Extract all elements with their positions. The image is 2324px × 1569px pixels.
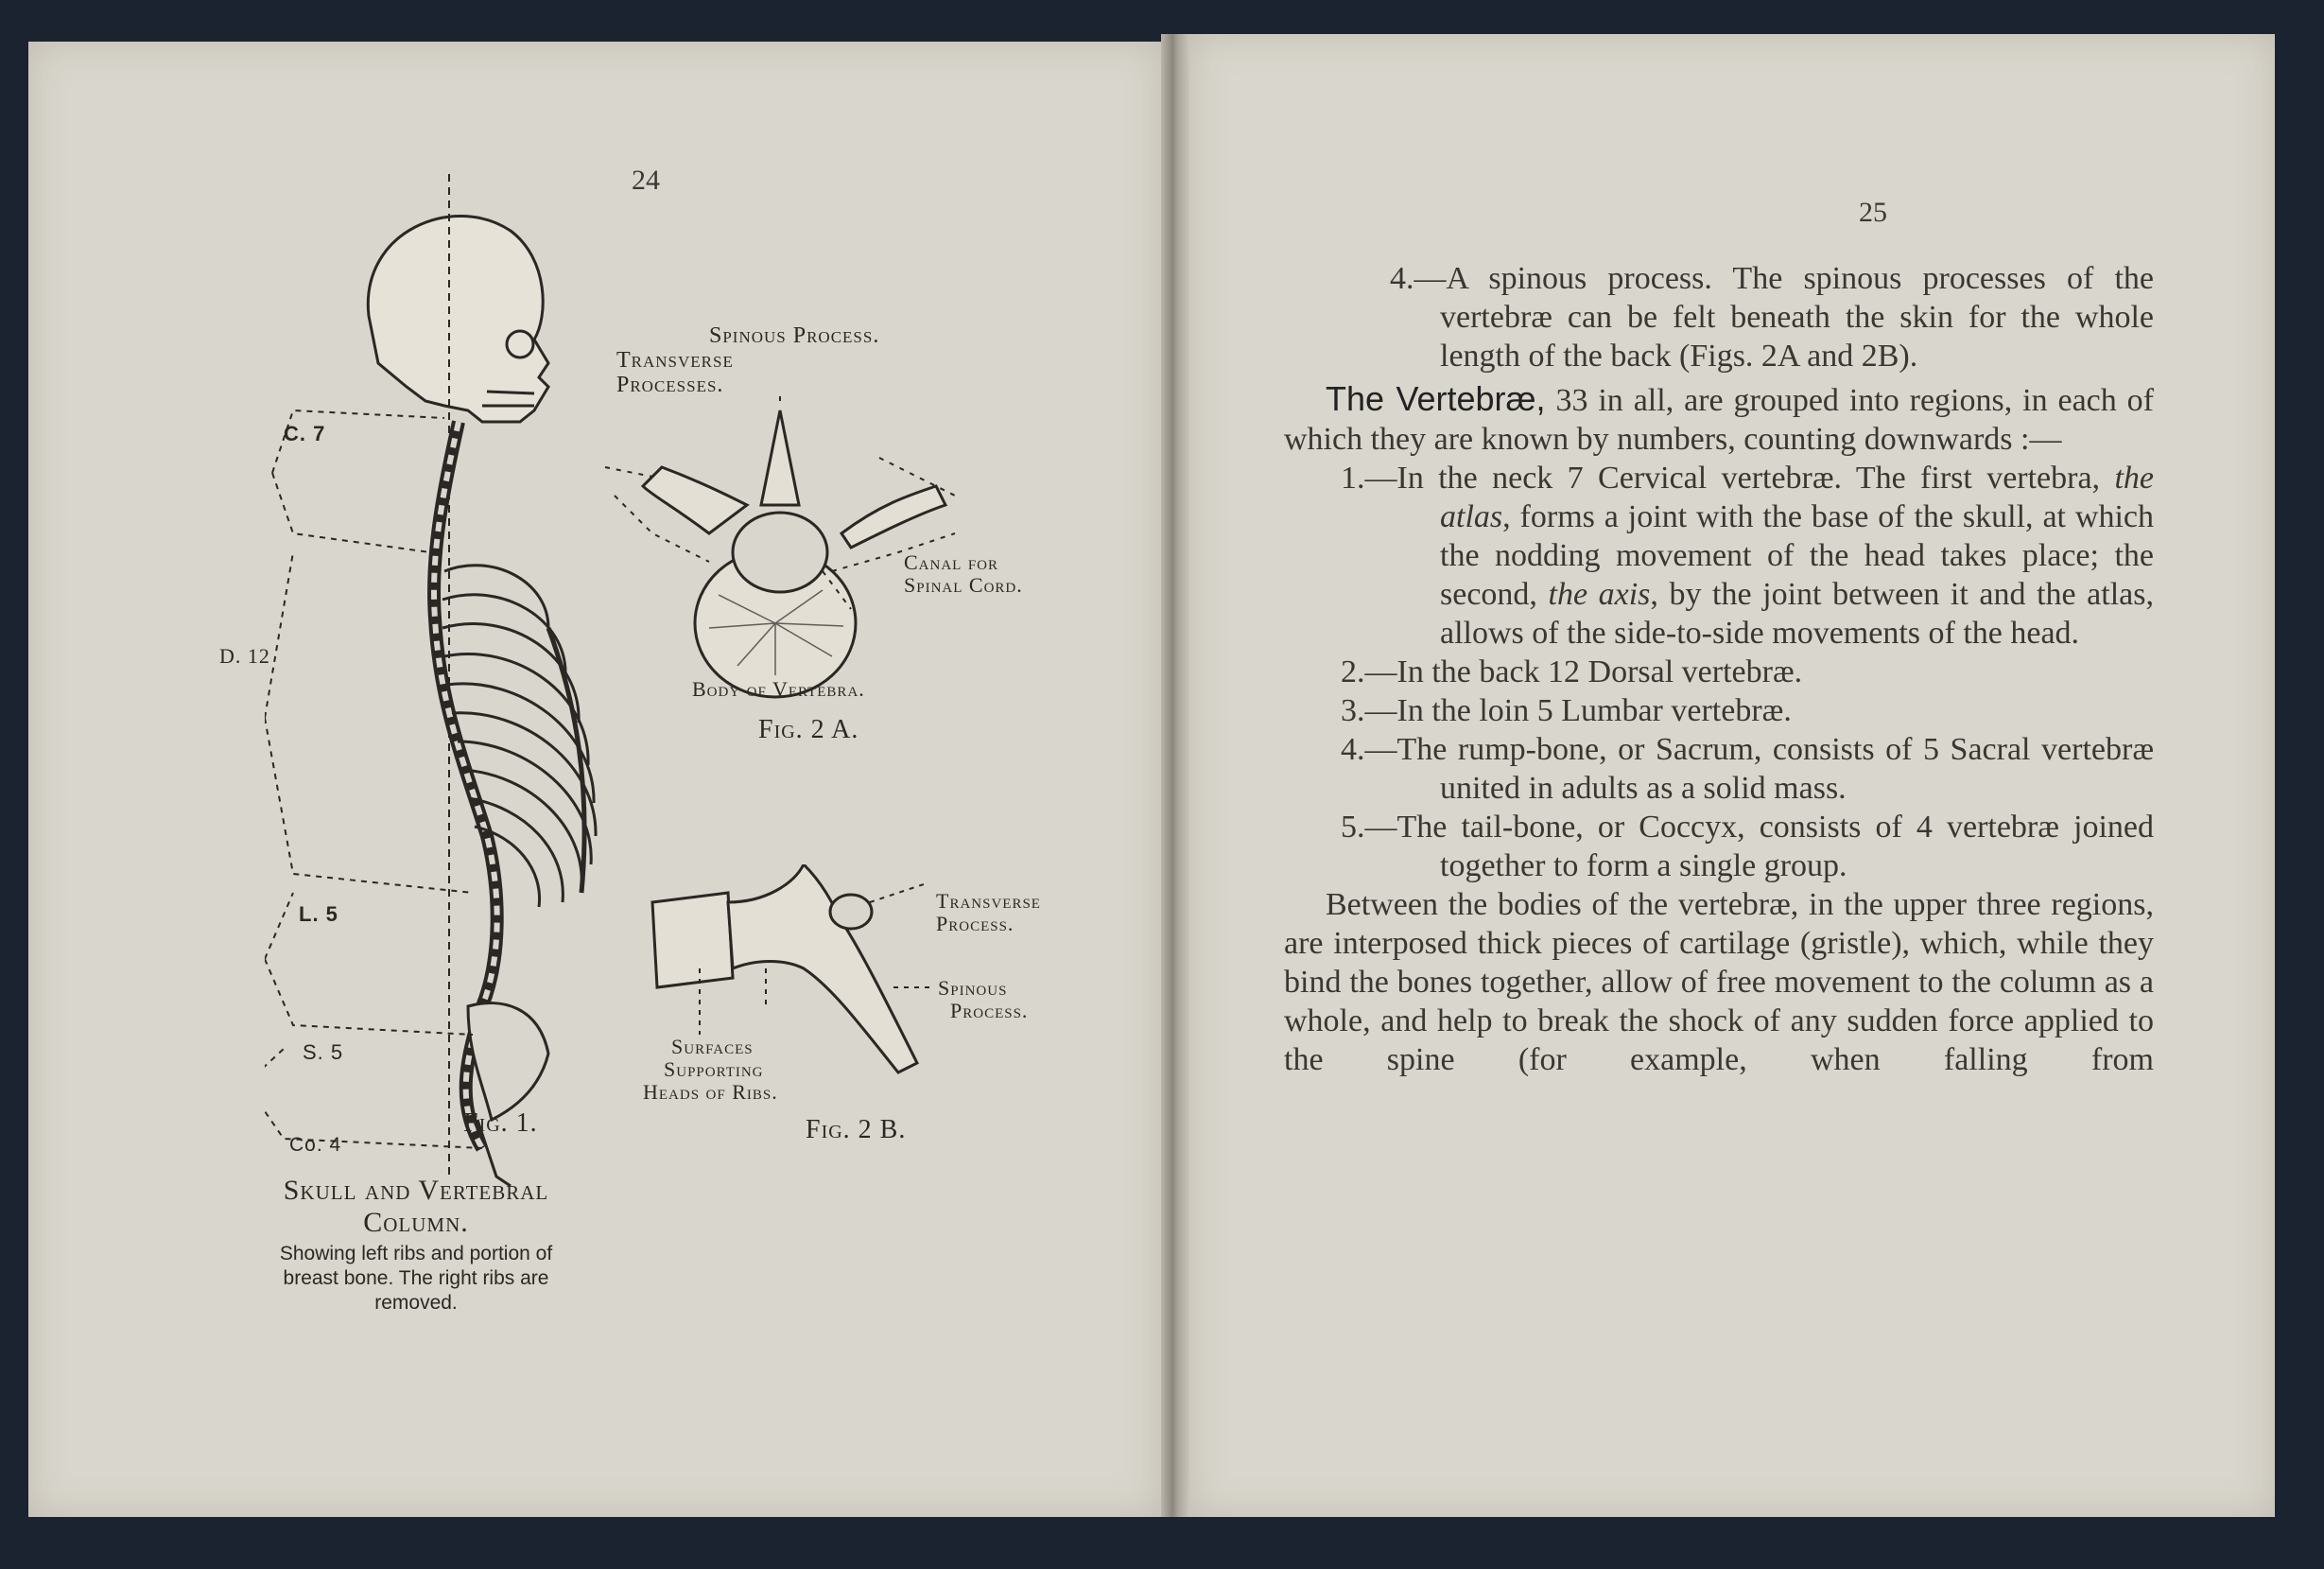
fig2a-transverse-label-2: Processes.	[616, 373, 724, 397]
vertebrae-text: 33 in all, are grouped into regions, in each of which they are known by numbers, counting downwards :—	[1284, 383, 2154, 457]
fig1-caption-line-1: Showing left ribs and portion of	[279, 1243, 553, 1264]
region-5-text: The tail-bone, or Coccyx, consists of 4 vertebræ joined together to form a single group.	[1396, 810, 2154, 883]
fig2b-spinous-label-2: Process.	[950, 999, 1029, 1022]
closing-paragraph	[1284, 885, 2154, 1079]
right-page	[1189, 34, 2275, 1517]
vertebrae-term: The Vertebræ,	[1326, 379, 1546, 418]
fig1-label: Fig. 1.	[463, 1108, 538, 1138]
region-4-item	[1284, 730, 2154, 808]
point-4-paragraph	[1284, 259, 2154, 375]
region-3-number: 3.—	[1341, 693, 1397, 728]
fig2a-transverse-label-1: Transverse	[616, 348, 734, 373]
fig2b-spinous-label-1: Spinous	[938, 976, 1008, 1000]
page-number-right: 25	[1859, 197, 1887, 228]
fig1-caption-line-3: removed.	[374, 1292, 458, 1314]
region-2-text: In the back 12 Dorsal vertebræ.	[1396, 654, 1803, 689]
fig1-label-s5: S. 5	[303, 1040, 344, 1064]
fig2a-spinous-process-label: Spinous Process.	[709, 323, 880, 348]
region-4-number: 4.—	[1341, 732, 1397, 767]
vertebrae-paragraph	[1284, 379, 2154, 459]
fig2a-canal-label-1: Canal for	[904, 550, 999, 574]
region-1-text-a: In the neck 7 Cervical vertebræ. The first vertebra,	[1396, 461, 2115, 496]
fig2b-label: Fig. 2 B.	[806, 1115, 907, 1144]
point-4-text: A spinous process. The spinous processes of the vertebræ can be felt beneath the skin for the whole length of the back (Figs. 2A and 2B).	[1440, 261, 2154, 374]
fig2b-transverse-label-2: Process.	[936, 912, 1015, 935]
point-4-number: 4.—	[1390, 261, 1447, 296]
left-page	[28, 42, 1161, 1517]
region-1-item	[1284, 459, 2154, 653]
fig2b-surfaces-label-2: Supporting	[664, 1057, 764, 1081]
fig1-label-l5: L. 5	[299, 902, 338, 926]
book-gutter	[1161, 34, 1189, 1517]
region-1-axis: the axis	[1548, 577, 1651, 612]
fig2a-label: Fig. 2 A.	[758, 715, 859, 744]
region-1-atlas: the atlas	[1440, 461, 2154, 534]
region-2-number: 2.—	[1341, 654, 1397, 689]
fig1-caption-title-2: Column.	[363, 1207, 469, 1238]
region-3-item	[1284, 691, 2154, 730]
region-1-text-c: , by the joint between it and the atlas, allows of the side-to-side movements of the head.	[1440, 577, 2154, 651]
body-text	[1284, 259, 2154, 1079]
fig2b-surfaces-label-3: Heads of Ribs.	[643, 1080, 778, 1104]
page-number-left: 24	[632, 165, 660, 196]
fig1-label-c7: C. 7	[284, 422, 326, 445]
region-5-number: 5.—	[1341, 810, 1397, 845]
region-4-text: The rump-bone, or Sacrum, consists of 5 Sacral vertebræ united in adults as a solid mass.	[1396, 732, 2154, 806]
region-1-text-b: , forms a joint with the base of the skull, at which the nodding movement of the head takes place; the second,	[1440, 499, 2154, 612]
region-5-item	[1284, 808, 2154, 885]
fig1-caption-line-2: breast bone. The right ribs are	[283, 1267, 549, 1289]
region-3-text: In the loin 5 Lumbar vertebræ.	[1396, 693, 1792, 728]
region-2-item	[1284, 653, 2154, 691]
closing-text: Between the bodies of the vertebræ, in the upper three regions, are interposed thick pieces of cartilage (gristle), which, while they bind the bones together, allow of free movement to the column as a whole, and help to break the shock of any sudden force applied to the spine (for example, when falling from	[1284, 887, 2154, 1077]
fig2a-body-label: Body of Vertebra.	[692, 677, 865, 701]
region-1-number: 1.—	[1341, 461, 1397, 496]
fig2b-transverse-label-1: Transverse	[936, 889, 1041, 913]
fig1-label-d12: D. 12	[219, 644, 270, 668]
fig1-caption-title-1: Skull and Vertebral	[283, 1175, 549, 1206]
fig2b-surfaces-label-1: Surfaces	[671, 1035, 754, 1058]
fig2a-canal-label-2: Spinal Cord.	[904, 573, 1023, 597]
fig1-label-co4: Co. 4	[289, 1134, 342, 1156]
